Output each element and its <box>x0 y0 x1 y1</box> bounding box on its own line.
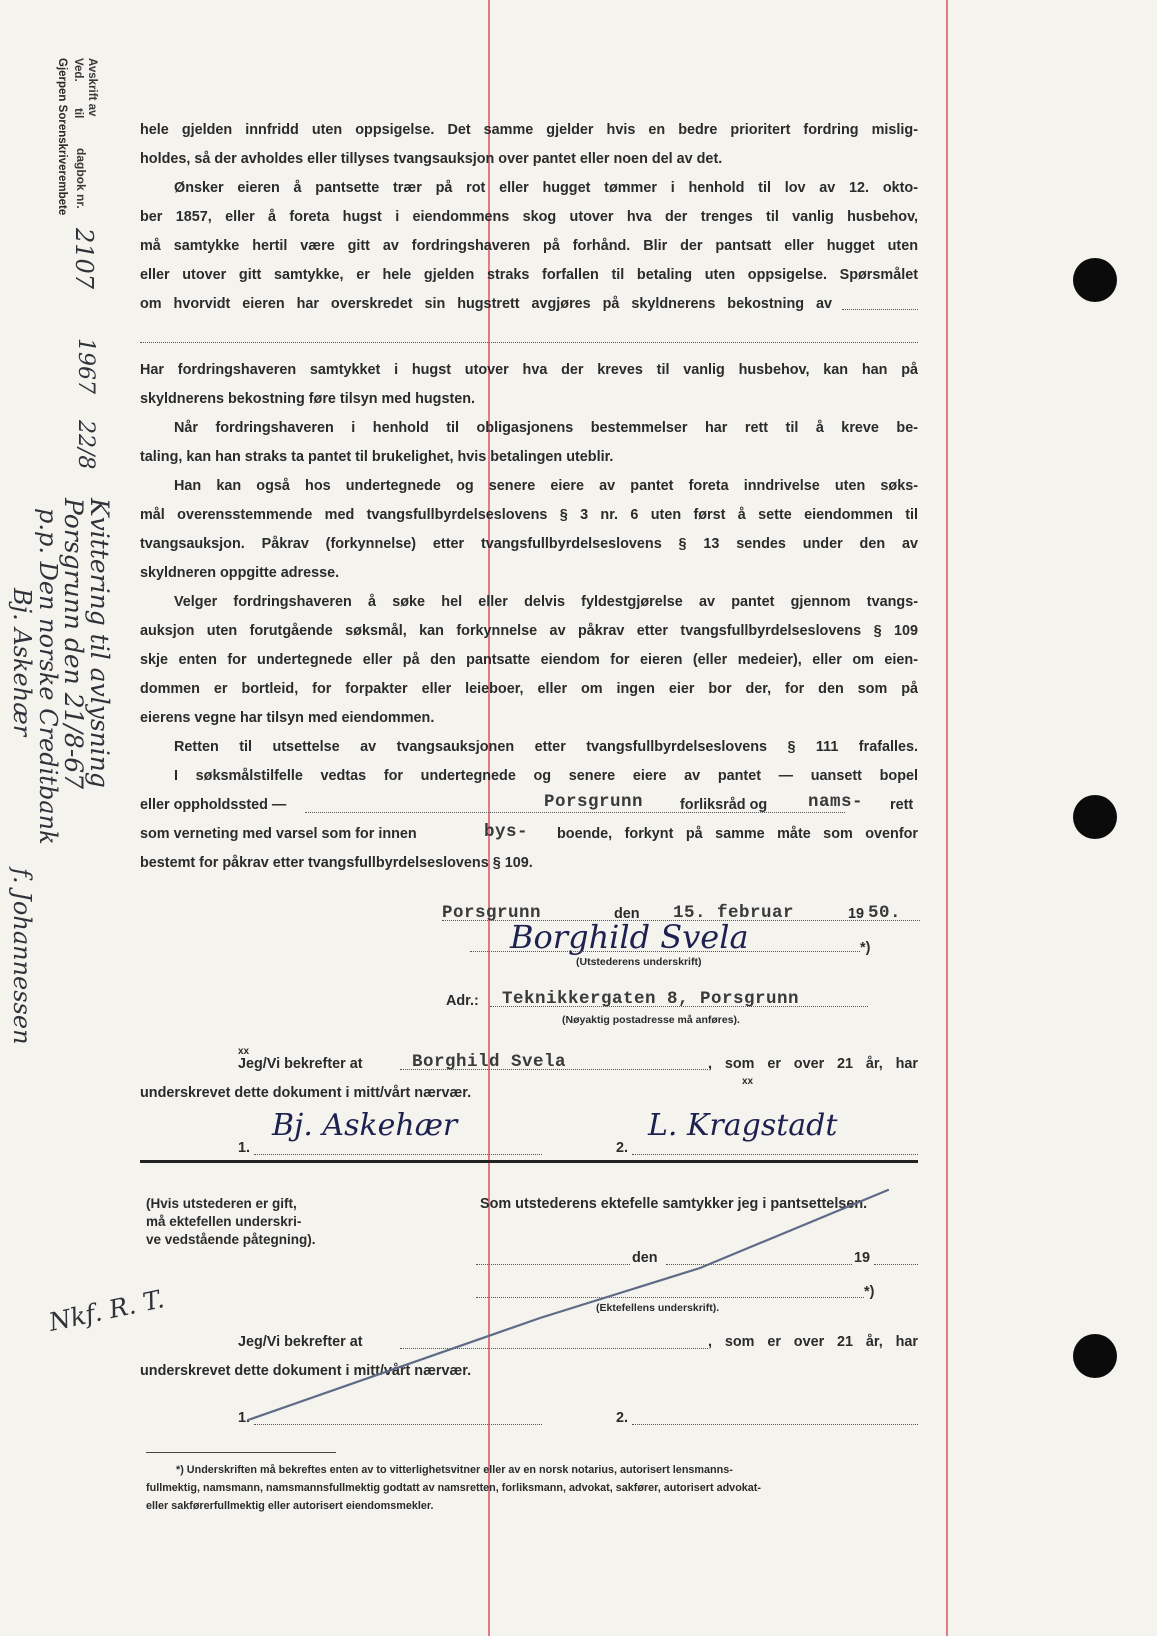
witness-confirm-line2: underskrevet dette dokument i mitt/vårt nærvær. <box>140 1085 472 1101</box>
body-line: bestemt for påkrav etter tvangsfullbyrdelseslovens § 109. <box>140 855 533 871</box>
fill-line <box>476 1297 864 1298</box>
margin-stamp-dagbok: dagbok nr. <box>74 148 88 209</box>
witness-signature-2: L. Kragstadt <box>648 1108 838 1143</box>
body-line: I søksmålstilfelle vedtas for undertegnede og senere eiere av pantet — uansett bopel <box>174 768 918 784</box>
spouse-caption: (Ektefellens underskrift). <box>596 1302 720 1314</box>
body-line: tvangsauksjon. Påkrav (forkynnelse) etter tvangsfullbyrdelseslovens § 13 sendes under den av <box>140 536 918 552</box>
witness2-confirm-line2: underskrevet dette dokument i mitt/vårt nærvær. <box>140 1363 472 1379</box>
body-line: forliksråd og <box>680 797 768 813</box>
body-line: boende, forkynt på samme måte som ovenfor <box>557 826 918 842</box>
body-line: Velger fordringshaveren å søke hel eller delvis fyldestgjørelse av pantet gjennom tvangs- <box>174 594 918 610</box>
witness2-confirm-end: , som er over 21 år, har <box>708 1334 918 1350</box>
typed-year: 50. <box>868 903 902 923</box>
margin-note-line5: f. Johannessen <box>8 868 36 1045</box>
fill-line <box>470 951 860 952</box>
address-label: Adr.: <box>446 993 479 1009</box>
typed-address: Teknikkergaten 8, Porsgrunn <box>502 989 800 1009</box>
typed-witness-name: Borghild Svela <box>412 1052 567 1072</box>
spouse-consent-text: Som utstederens ektefelle samtykker jeg i pantsettelsen. <box>480 1196 868 1212</box>
typed-date: 15. februar <box>673 903 795 923</box>
asterisk: *) <box>864 1284 875 1300</box>
binder-hole-top <box>1073 258 1117 302</box>
body-line: som verneting med varsel som for innen <box>140 826 417 842</box>
body-line: eller oppholdssted — <box>140 797 287 813</box>
witness-number-2: 2. <box>616 1140 629 1156</box>
footnote-line: fullmektig, namsmann, namsmannsfullmektig godtatt av namsretten, forliksmann, advokat, sakfører, autorisert advokat- <box>146 1482 761 1494</box>
fill-line <box>140 342 918 343</box>
witness-number-1: 1. <box>238 1140 251 1156</box>
body-line: dommen er bortleid, for forpakter eller leieboer, eller om ingen eier bor der, for den som på <box>140 681 918 697</box>
margin-stamp-line2: Ved. til <box>72 58 84 119</box>
typed-forliksrad: Porsgrunn <box>544 792 644 812</box>
margin-note-line4: Bj. Askehær <box>8 588 36 737</box>
body-line: holdes, så der avholdes eller tillyses tvangsauksjon over pantet eller noen del av det. <box>140 151 723 167</box>
body-line: Retten til utsettelse av tvangsauksjonen etter tvangsfullbyrdelseslovens § 111 frafalles. <box>174 739 918 755</box>
signature-caption: (Utstederens underskrift) <box>576 956 702 968</box>
section-divider <box>140 1160 918 1163</box>
witness-signature-1: Bj. Askehær <box>272 1108 458 1143</box>
margin-note-initials: Nkf. R. T. <box>46 1284 167 1337</box>
margin-stamp-dagbok-nr: 2107 <box>70 228 98 290</box>
body-line: skyldneren oppgitte adresse. <box>140 565 340 581</box>
spouse-note-line: (Hvis utstederen er gift, <box>146 1196 297 1211</box>
typed-place: Porsgrunn <box>442 903 542 923</box>
margin-line-red-right <box>946 0 948 1636</box>
fill-line <box>666 1264 852 1265</box>
fill-line <box>254 1424 542 1425</box>
date-den-label: den <box>614 906 640 922</box>
witness2-number-2: 2. <box>616 1410 629 1426</box>
body-line: eller utover gitt samtykke, er hele gjelden straks forfallen til betaling uten oppsigelse. Spørsmålet <box>140 267 918 283</box>
body-line: Har fordringshaveren samtykket i hugst utover hva der kreves til vanlig husbehov, kan han på <box>140 362 918 378</box>
margin-note-line2: Porsgrunn den 21/8-67 <box>59 498 88 790</box>
fill-line <box>632 1424 918 1425</box>
fill-line <box>400 1348 708 1349</box>
body-line: må samtykke hertil være gitt av fordringshaveren på forhånd. Blir der pantsatt eller hugget uten <box>140 238 918 254</box>
spouse-note-line: må ektefellen underskri- <box>146 1214 302 1229</box>
body-line: taling, kan han straks ta pantet til brukelighet, hvis betalingen uteblir. <box>140 449 614 465</box>
fill-line <box>632 1154 918 1155</box>
fill-line <box>490 1006 868 1007</box>
spouse-year-prefix: 19 <box>854 1250 871 1266</box>
body-line: Ønsker eieren å pantsette trær på rot eller hugget tømmer i henhold til lov av 12. okto- <box>174 180 918 196</box>
fill-line <box>842 309 918 310</box>
binder-hole-middle <box>1073 795 1117 839</box>
body-line: Han kan også hos undertegnede og senere eiere av pantet foreta inndrivelse uten søks- <box>174 478 918 494</box>
body-line: eierens vegne har tilsyn med eiendommen. <box>140 710 435 726</box>
body-line: ber 1857, eller å foreta hugst i eiendommens skog utover hva der trenges til vanlig husbehov, <box>140 209 918 225</box>
margin-stamp-year: 1967 <box>73 338 98 394</box>
strike-mark: xx <box>238 1046 250 1057</box>
body-line: hele gjelden innfridd uten oppsigelse. Det samme gjelder hvis en bedre prioritert fordring mislig- <box>140 122 918 138</box>
issuer-signature: Borghild Svela <box>510 918 749 956</box>
fill-line <box>254 1154 542 1155</box>
body-line: skyldnerens bekostning føre tilsyn med hugsten. <box>140 391 476 407</box>
margin-stamp-line1: Avskrift av <box>86 58 98 117</box>
witness2-confirm-label: Jeg/Vi bekrefter at <box>238 1334 363 1350</box>
body-line: Når fordringshaveren i henhold til obligasjonens bestemmelser har rett til å kreve be- <box>174 420 918 436</box>
margin-note-line1: Kvittering til avlysning <box>85 498 114 788</box>
body-line: rett <box>890 797 914 813</box>
body-line: mål overensstemmende med tvangsfullbyrdelseslovens § 3 nr. 6 uten først å sette eiendommen til <box>140 507 918 523</box>
witness-confirm-label: Jeg/Vi bekrefter at <box>238 1056 363 1072</box>
fill-line <box>476 1264 630 1265</box>
margin-stamp-date: 22/8 <box>73 420 98 470</box>
strike-mark: xx <box>742 1076 754 1087</box>
body-line: auksjon uten forutgående søksmål, kan forkynnelse av påkrav etter tvangsfullbyrdelseslovens § 109 <box>140 623 918 639</box>
typed-nams: nams- <box>808 792 864 812</box>
fill-line <box>874 1264 918 1265</box>
footnote-rule <box>146 1452 336 1453</box>
footnote-line: eller sakførerfullmektig eller autorisert eiendomsmekler. <box>146 1500 434 1512</box>
spouse-note-line: ve vedstående påtegning). <box>146 1232 316 1247</box>
margin-note-line3: p.p. Den norske Creditbank <box>34 508 62 845</box>
body-line: om hvorvidt eieren har overskredet sin hugstrett avgjøres på skyldnerens bekostning av <box>140 296 832 312</box>
witness2-number-1: 1. <box>238 1410 251 1426</box>
binder-hole-bottom <box>1073 1334 1117 1378</box>
margin-stamp-office: Gjerpen Sorenskriverembete <box>56 58 68 216</box>
fill-line <box>400 1069 708 1070</box>
body-line: skje enten for undertegnede eller på den pantsatte eiendom for eieren (eller medeier), eller om eien- <box>140 652 918 668</box>
spouse-den-label: den <box>632 1250 658 1266</box>
witness-confirm-end: , som er over 21 år, har <box>708 1056 918 1072</box>
year-prefix: 19 <box>848 906 865 922</box>
footnote-line: *) Underskriften må bekreftes enten av to vitterlighetsvitner eller av en norsk notarius, autorisert lensmanns- <box>176 1464 733 1476</box>
typed-bys: bys- <box>484 822 529 842</box>
address-caption: (Nøyaktig postadresse må anføres). <box>562 1014 740 1026</box>
asterisk: *) <box>860 940 871 956</box>
